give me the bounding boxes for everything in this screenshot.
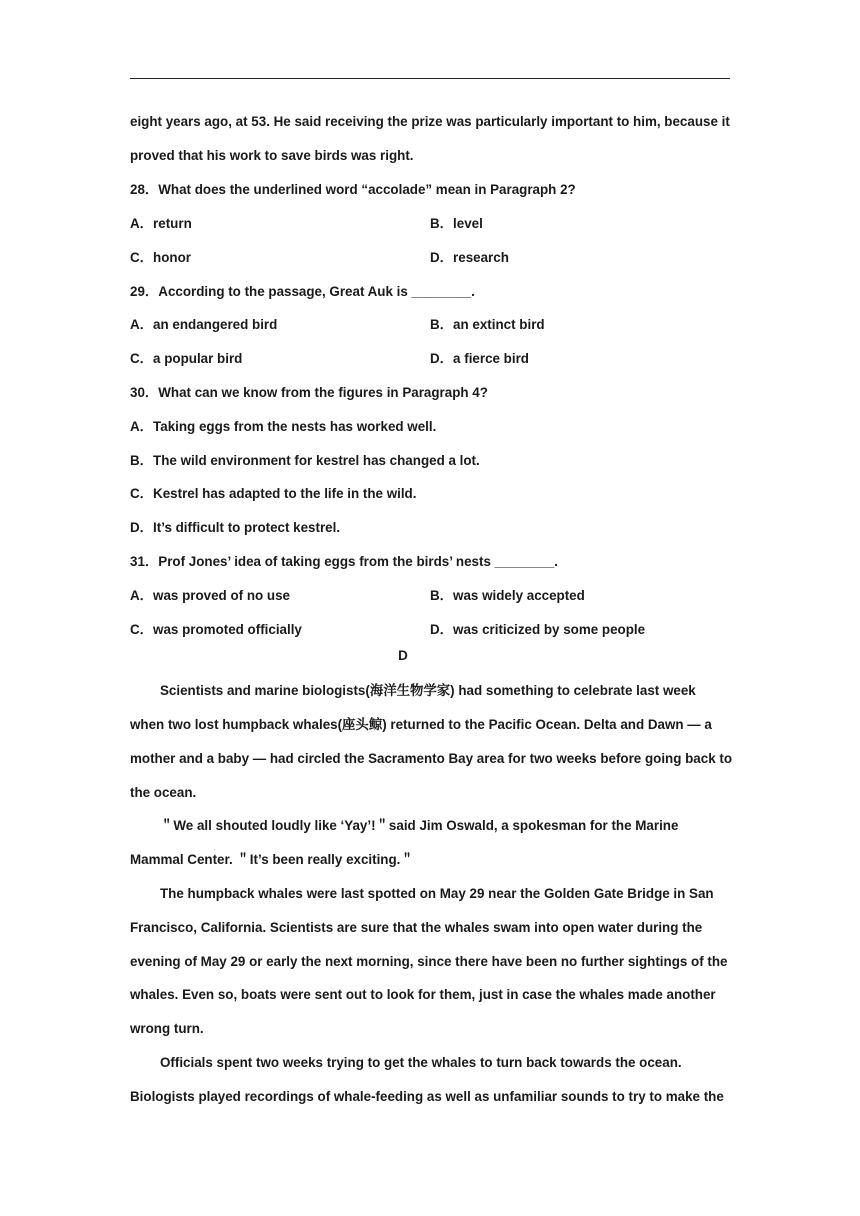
q28-option-b: B．level (430, 216, 483, 231)
q30-option-d: D．It’s difficult to protect kestrel. (130, 520, 341, 535)
continued-text-line: eight years ago, at 53. He said receiving the prize was particularly important to him, because it (130, 114, 730, 129)
passage-line: Mammal Center. ＂It’s been really exciting.＂ (130, 852, 414, 867)
q29-option-d: D．a fierce bird (430, 351, 529, 366)
passage-line: mother and a baby — had circled the Sacramento Bay area for two weeks before going back to (130, 751, 732, 766)
section-label: D (398, 648, 408, 663)
q31-option-d: D．was criticized by some people (430, 622, 646, 637)
passage-line: evening of May 29 or early the next morning, since there have been no further sightings of the (130, 954, 728, 969)
passage-line: when two lost humpback whales(座头鲸) returned to the Pacific Ocean. Delta and Dawn — a (130, 717, 712, 732)
header-rule (130, 78, 730, 79)
question-31-stem: 31．Prof Jones’ idea of taking eggs from the birds’ nests ________. (130, 554, 558, 569)
q31-option-c: C．was promoted officially (130, 622, 302, 637)
q30-option-b: B．The wild environment for kestrel has changed a lot. (130, 453, 480, 468)
q31-option-a: A．was proved of no use (130, 588, 290, 603)
q30-option-a: A．Taking eggs from the nests has worked well. (130, 419, 437, 434)
q29-option-a: A．an endangered bird (130, 317, 278, 332)
passage-line: Scientists and marine biologists(海洋生物学家) had something to celebrate last week (160, 683, 696, 698)
q28-option-c: C．honor (130, 250, 191, 265)
passage-line: Biologists played recordings of whale-feeding as well as unfamiliar sounds to try to make the (130, 1089, 724, 1104)
q28-option-d: D．research (430, 250, 509, 265)
passage-line: ＂We all shouted loudly like ‘Yay’!＂said Jim Oswald, a spokesman for the Marine (160, 818, 679, 833)
q30-option-c: C．Kestrel has adapted to the life in the wild. (130, 486, 417, 501)
passage-line: The humpback whales were last spotted on May 29 near the Golden Gate Bridge in San (160, 886, 714, 901)
question-29-stem: 29．According to the passage, Great Auk is ________. (130, 284, 475, 299)
passage-line: Francisco, California. Scientists are sure that the whales swam into open water during the (130, 920, 703, 935)
passage-line: the ocean. (130, 785, 197, 800)
passage-line: whales. Even so, boats were sent out to look for them, just in case the whales made another (130, 987, 716, 1002)
q29-option-c: C．a popular bird (130, 351, 243, 366)
q28-option-a: A．return (130, 216, 192, 231)
continued-text-line: proved that his work to save birds was right. (130, 148, 414, 163)
passage-line: Officials spent two weeks trying to get the whales to turn back towards the ocean. (160, 1055, 682, 1070)
question-28-stem: 28．What does the underlined word “accolade” mean in Paragraph 2? (130, 182, 576, 197)
passage-line: wrong turn. (130, 1021, 204, 1036)
question-30-stem: 30．What can we know from the figures in Paragraph 4? (130, 385, 488, 400)
q29-option-b: B．an extinct bird (430, 317, 545, 332)
q31-option-b: B．was widely accepted (430, 588, 585, 603)
